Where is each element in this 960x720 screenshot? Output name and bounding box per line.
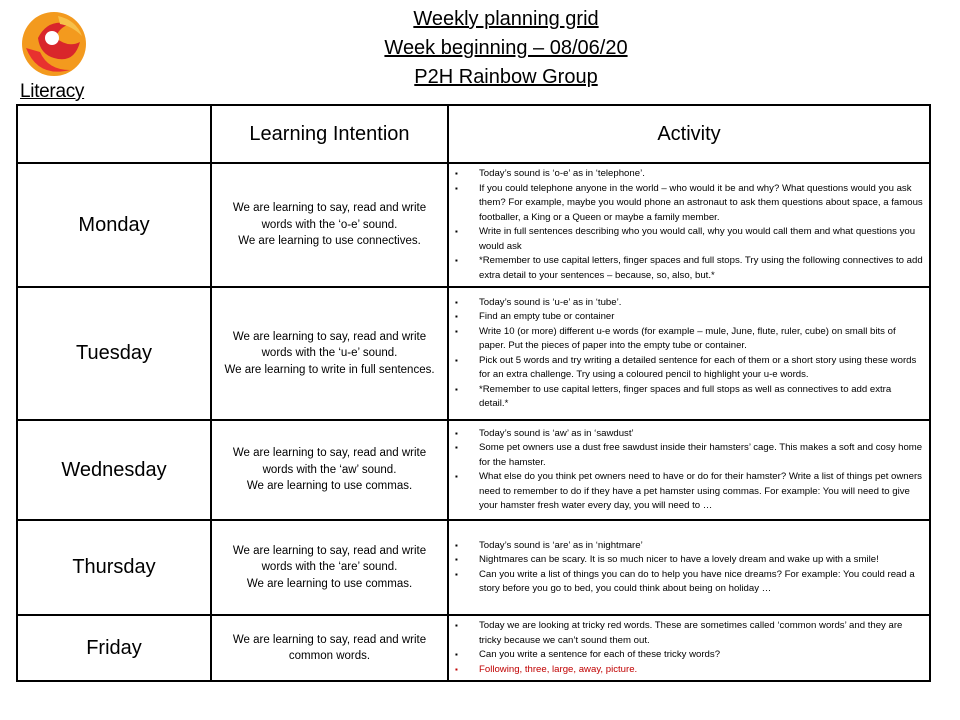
page-title — [300, 5, 712, 92]
intention-line: We are learning to say, read and write words with the ‘o-e’ sound. — [232, 202, 427, 231]
learning-intention-cell — [211, 163, 448, 287]
activity-item: ▪ Can you write a sentence for each of these tricky words? — [453, 648, 923, 663]
activity-item: ▪ Today’s sound is ‘u-e’ as in ‘tube’. — [453, 296, 923, 311]
intention-line: We are learning to use connectives. — [238, 235, 421, 248]
activity-cell — [448, 520, 930, 615]
activity-cell — [448, 163, 930, 287]
activity-item: ▪ Some pet owners use a dust free sawdust inside their hamsters’ cage. This makes a soft and cosy home for the hamster. — [453, 441, 923, 470]
activity-list — [453, 539, 923, 597]
planning-grid — [16, 104, 931, 682]
activity-item: ▪ Today we are looking at tricky red words. These are sometimes called ‘common words’ and they are tricky because we can’t sound them out. — [453, 619, 923, 648]
activity-item: ▪ Today’s sound is ‘aw’ as in ‘sawdust’ — [453, 427, 923, 442]
intention-line: We are learning to say, read and write words with the ‘are’ sound. — [232, 544, 427, 574]
phoenix-logo — [18, 8, 90, 78]
title-line: Weekly planning grid — [413, 8, 599, 30]
intention-line: We are learning to use commas. — [246, 577, 413, 590]
day-cell: Wednesday — [17, 420, 211, 520]
activity-item: ▪ Can you write a list of things you can do to help you have nice dreams? For example: You could read a story before you go to bed, you could think about being on holiday … — [453, 568, 923, 597]
intention-line: We are learning to say, read and write common words. — [232, 633, 427, 662]
activity-item: ▪ Find an empty tube or container — [453, 310, 923, 325]
activity-list — [453, 296, 923, 412]
table-row-monday — [17, 163, 930, 287]
activity-item: ▪ What else do you think pet owners need to have or do for their hamster? Write a list of things pet owners need to remember to do if they have a pet hamster using commas. For example: You will need to give your hamster fresh water every day, you will need to … — [453, 470, 923, 514]
activity-item: ▪ If you could telephone anyone in the world – who would it be and why? What questions would you ask them? For example, maybe you would phone an astronaut to ask them questions about space, a famous footballer, a King or a Queen or maybe a family member. — [453, 182, 923, 226]
activity-item: ▪ *Remember to use capital letters, finger spaces and full stops as well as connectives to add extra detail.* — [453, 383, 923, 412]
activity-item: ▪ Today’s sound is ‘are’ as in ‘nightmare’ — [453, 539, 923, 554]
learning-intention-cell — [211, 287, 448, 420]
activity-item: ▪ Pick out 5 words and try writing a detailed sentence for each of them or a short story using these words for an extra challenge. Try using a coloured pencil to highlight your u-e words. — [453, 354, 923, 383]
activity-list — [453, 427, 923, 514]
activity-item: ▪ Today’s sound is ‘o-e’ as in ‘telephone’. — [453, 167, 923, 182]
activity-cell — [448, 287, 930, 420]
day-cell: Monday — [17, 163, 211, 287]
day-cell: Thursday — [17, 520, 211, 615]
activity-cell — [448, 420, 930, 520]
activity-item: ▪ Following, three, large, away, picture. — [453, 663, 923, 678]
header-blank — [17, 105, 211, 163]
section-label: Literacy — [20, 81, 85, 102]
learning-intention-cell — [211, 420, 448, 520]
activity-item: ▪ *Remember to use capital letters, finger spaces and full stops. Try using the following connectives to add extra detail to your sentences – because, so, also, but.* — [453, 254, 923, 283]
activity-list — [453, 167, 923, 283]
intention-line: We are learning to write in full sentences. — [224, 363, 435, 376]
activity-list — [453, 619, 923, 677]
activity-item: ▪ Write in full sentences describing who you would call, why you would call them and what questions you would ask — [453, 225, 923, 254]
learning-intention-cell — [211, 615, 448, 681]
day-cell: Tuesday — [17, 287, 211, 420]
week-beginning: Week beginning – 08/06/20 — [384, 37, 628, 59]
table-row-wednesday — [17, 420, 930, 520]
day-cell: Friday — [17, 615, 211, 681]
activity-item: ▪ Nightmares can be scary. It is so much nicer to have a lovely dream and wake up with a smile! — [453, 553, 923, 568]
intention-line: We are learning to say, read and write words with the ‘aw’ sound. — [232, 447, 427, 476]
activity-cell — [448, 615, 930, 681]
group-name: P2H Rainbow Group — [414, 66, 598, 88]
intention-line: We are learning to say, read and write words with the ‘u-e’ sound. — [232, 330, 427, 360]
intention-line: We are learning to use commas. — [246, 480, 413, 493]
activity-item: ▪ Write 10 (or more) different u-e words (for example – mule, June, flute, ruler, cube) on small bits of paper. Put the pieces of paper into the empty tube or container. — [453, 325, 923, 354]
header-learning-intention: Learning Intention — [211, 105, 448, 163]
header-activity: Activity — [448, 105, 930, 163]
table-row-thursday — [17, 520, 930, 615]
learning-intention-cell — [211, 520, 448, 615]
table-row-friday — [17, 615, 930, 681]
table-row-tuesday — [17, 287, 930, 420]
